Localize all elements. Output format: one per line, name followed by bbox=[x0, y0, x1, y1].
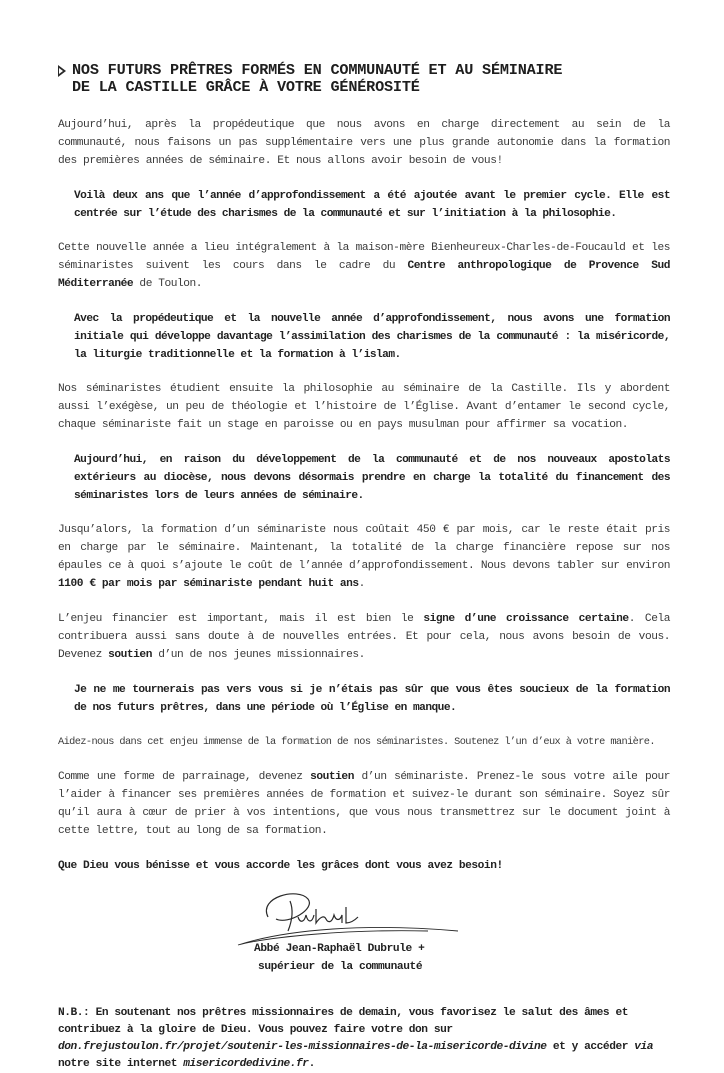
emphasis-soutien: soutien bbox=[310, 771, 354, 783]
via-text: via bbox=[634, 1041, 654, 1053]
text: de Toulon. bbox=[133, 278, 203, 290]
emphasis-cost: 1100 € par mois par séminariste pendant huit ans bbox=[58, 578, 359, 590]
text: . bbox=[308, 1058, 315, 1070]
text: et y accéder bbox=[546, 1041, 635, 1053]
text: . Cela contribuera aussi sans doute à de nouvelles entrées. Et pour cela, nous avons besoin de vous. Devenez bbox=[58, 613, 670, 661]
paragraph-maison-mere bbox=[58, 239, 670, 293]
paragraph-cout bbox=[58, 521, 670, 593]
text: Jusqu’alors, la formation d’un séminariste nous coûtait 450 € par mois, car le reste était pris en charge par le séminaire. Maintenant, la totalité de la charge financière repose sur nos épaules ce à quoi s’ajoute le coût de l’année d’approfondissement. Nous devons tabler sur environ bbox=[58, 524, 670, 572]
paragraph-intro: Aujourd’hui, après la propédeutique que nous avons en charge directement au sein de la communauté, nous faisons un pas supplémentaire vers une plus grande autonomie dans la formation des premières années de séminaire. Et nous allons avoir besoin de vous! bbox=[58, 119, 670, 167]
nota-bene bbox=[58, 1005, 670, 1073]
triangle-right-icon bbox=[58, 65, 66, 77]
website-link[interactable]: misericordedivine.fr bbox=[183, 1058, 309, 1070]
text: N.B.: En soutenant nos prêtres missionnaires de demain, vous favorisez le salut des âmes et contribuez à la gloire de Dieu. Vous pouvez faire votre don sur bbox=[58, 1007, 628, 1036]
paragraph-highlight-formation: Avec la propédeutique et la nouvelle année d’approfondissement, nous avons une formation initiale qui développe davantage l’assimilation des charismes de la communauté : la miséricorde, la liturgie traditionnelle et la formation à l’islam. bbox=[74, 313, 670, 361]
closing-blessing: Que Dieu vous bénisse et vous accorde les grâces dont vous avez besoin! bbox=[58, 860, 503, 872]
text: L’enjeu financier est important, mais il est bien le bbox=[58, 613, 424, 625]
paragraph-aidez-nous: Aidez-nous dans cet enjeu immense de la formation de nos séminaristes. Soutenez l’un d’eux à votre manière. bbox=[58, 736, 655, 748]
paragraph-enjeu bbox=[58, 610, 670, 664]
signer-name: Abbé Jean-Raphaël Dubrule + bbox=[254, 943, 425, 955]
paragraph-highlight-financement: Aujourd’hui, en raison du développement de la communauté et de nos nouveaux apostolats extérieurs au diocèse, nous devons désormais prendre en charge la totalité du financement des séminaristes lors de leurs années de séminaire. bbox=[74, 454, 670, 502]
letter-page bbox=[58, 62, 670, 1073]
signer-role: supérieur de la communauté bbox=[258, 961, 423, 973]
text: Cette nouvelle année a lieu intégralement à la maison-mère Bienheureux-Charles-de-Foucauld et les séminaristes suivent les cours dans le cadre du bbox=[58, 242, 670, 272]
signature-block bbox=[58, 887, 670, 997]
paragraph-highlight-appel: Je ne me tournerais pas vers vous si je n’étais pas sûr que vous êtes soucieux de la formation de nos futurs prêtres, dans une période où l’Église en manque. bbox=[74, 684, 670, 714]
emphasis-croissance: signe d’une croissance certaine bbox=[423, 613, 629, 625]
signature-icon bbox=[228, 887, 468, 947]
paragraph-parrainage bbox=[58, 768, 670, 840]
emphasis-centre-anthropologique: Centre anthropologique de Provence Sud Méditerranée bbox=[58, 260, 670, 290]
donation-link[interactable]: don.frejustoulon.fr/projet/soutenir-les-missionnaires-de-la-misericorde-divine bbox=[58, 1041, 547, 1053]
paragraph-philosophie: Nos séminaristes étudient ensuite la philosophie au séminaire de la Castille. Ils y abordent aussi l’exégèse, un peu de théologie et l’histoire de l’Église. Avant d’entamer le second cycle, chaque séminariste fait un stage en paroisse ou en pays musulman pour affirmer sa vocation. bbox=[58, 383, 670, 431]
text: d’un de nos jeunes missionnaires. bbox=[151, 649, 365, 661]
title-line-2: DE LA CASTILLE GRÂCE À VOTRE GÉNÉROSITÉ bbox=[72, 78, 420, 96]
section-title bbox=[58, 62, 670, 96]
text: . bbox=[358, 578, 365, 590]
text: notre site internet bbox=[58, 1058, 184, 1070]
text: Comme une forme de parrainage, devenez bbox=[58, 771, 311, 783]
paragraph-highlight-approfondissement: Voilà deux ans que l’année d’approfondissement a été ajoutée avant le premier cycle. Elle est centrée sur l’étude des charismes de la communauté et sur l’initiation à la philosophie. bbox=[74, 190, 670, 220]
title-line-1: NOS FUTURS PRÊTRES FORMÉS EN COMMUNAUTÉ ET AU SÉMINAIRE bbox=[72, 61, 563, 79]
emphasis-soutien: soutien bbox=[108, 649, 152, 661]
text: d’un séminariste. Prenez-le sous votre aile pour l’aider à financer ses premières années de formation et suivez-le durant son séminaire. Soyez sûr qu’il aura à cœur de prier à vos intentions, que vous nous transmettrez sur le document joint à cette lettre, tout au long de sa formation. bbox=[58, 771, 671, 837]
